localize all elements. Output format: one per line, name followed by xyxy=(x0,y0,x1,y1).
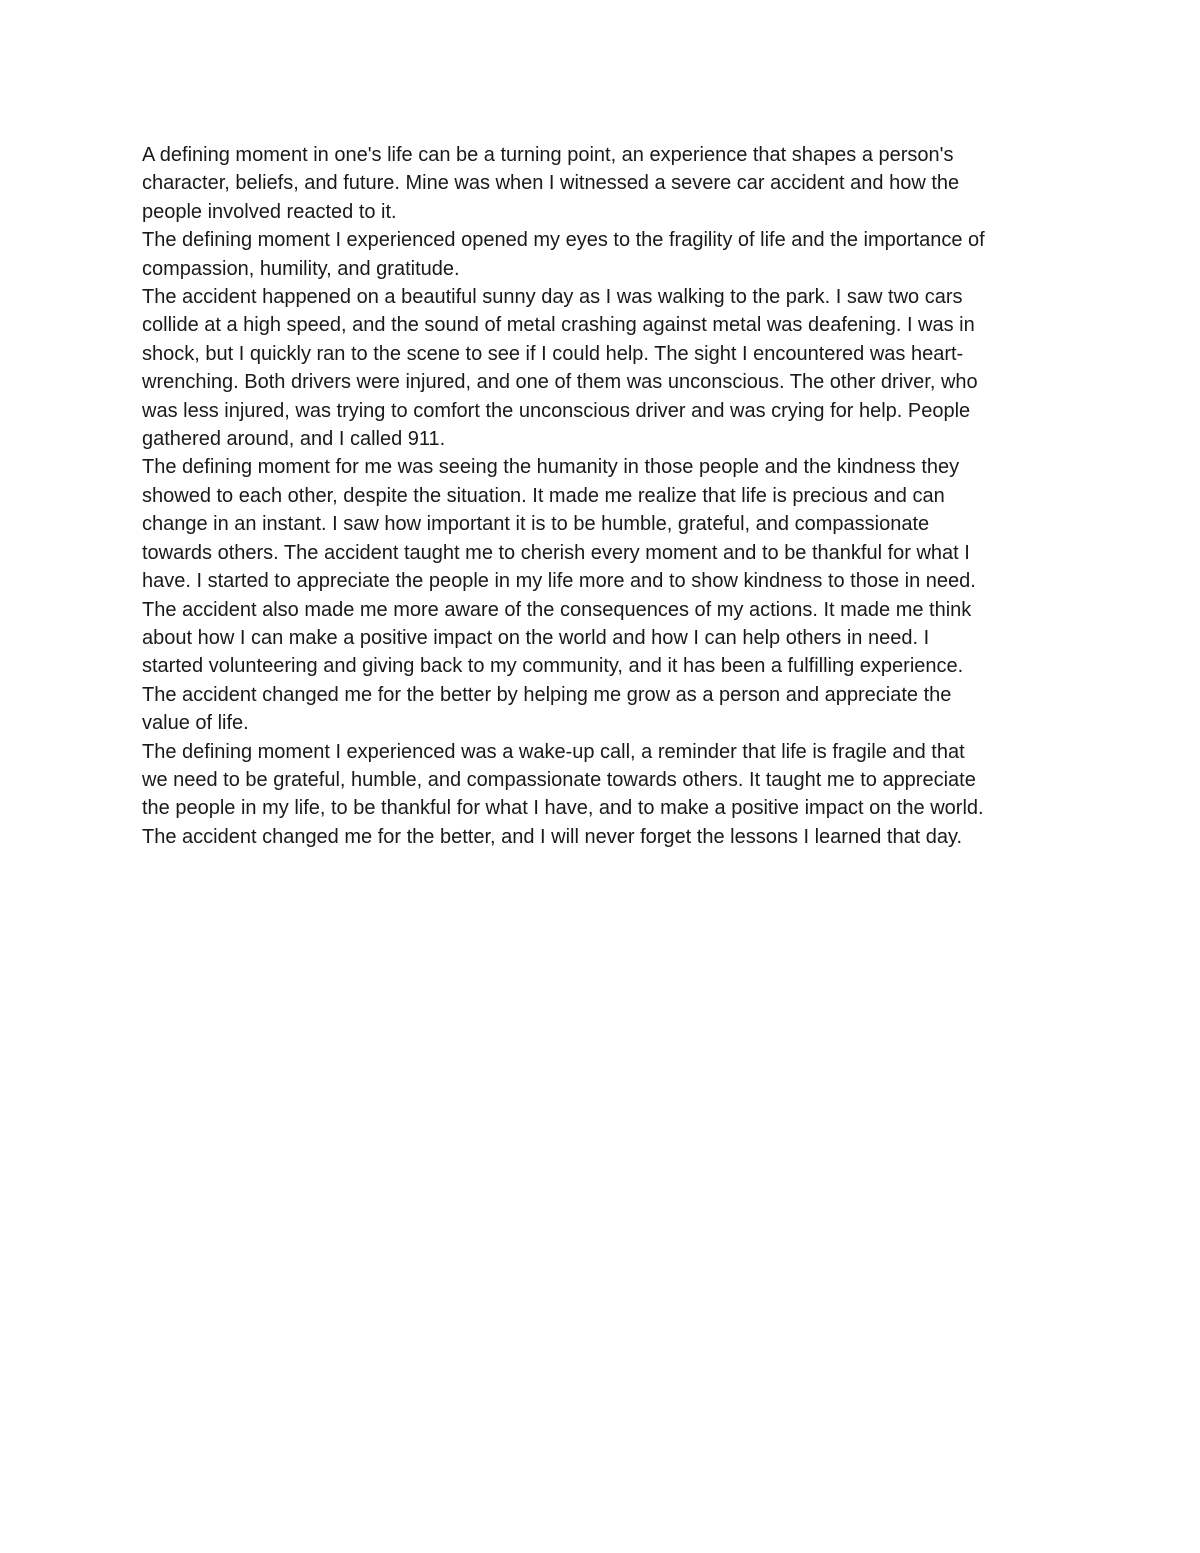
paragraph-1 xyxy=(142,141,1062,226)
text-line: The accident changed me for the better, and I will never forget the lessons I learned that day. xyxy=(142,825,963,848)
text-line: gathered around, and I called 911. xyxy=(142,428,446,451)
text-line: have. I started to appreciate the people in my life more and to show kindness to those in need. xyxy=(142,570,976,593)
paragraph-2 xyxy=(142,226,1062,283)
text-line: about how I can make a positive impact on the world and how I can help others in need. I xyxy=(142,626,930,649)
text-line: showed to each other, despite the situation. It made me realize that life is precious and can xyxy=(142,484,945,507)
paragraph-3 xyxy=(142,283,1062,453)
text-line: towards others. The accident taught me to cherish every moment and to be thankful for what I xyxy=(142,541,970,564)
text-line: The defining moment I experienced opened my eyes to the fragility of life and the importance of xyxy=(142,229,985,252)
paragraph-5 xyxy=(142,596,1062,681)
text-line: the people in my life, to be thankful for what I have, and to make a positive impact on the world. xyxy=(142,797,984,820)
text-line: A defining moment in one's life can be a turning point, an experience that shapes a person's xyxy=(142,144,954,166)
text-line: wrenching. Both drivers were injured, and one of them was unconscious. The other driver, who xyxy=(142,371,978,394)
paragraph-6 xyxy=(142,681,1062,738)
text-line: started volunteering and giving back to my community, and it has been a fulfilling experience. xyxy=(142,655,964,678)
text-line: shock, but I quickly ran to the scene to see if I could help. The sight I encountered was heart- xyxy=(142,342,964,365)
text-line: we need to be grateful, humble, and compassionate towards others. It taught me to appreciate xyxy=(142,768,976,791)
essay-body xyxy=(142,141,1062,851)
text-line: compassion, humility, and gratitude. xyxy=(142,257,460,280)
text-line: The accident changed me for the better by helping me grow as a person and appreciate the xyxy=(142,683,952,706)
paragraph-4 xyxy=(142,453,1062,595)
paragraph-7 xyxy=(142,738,1062,852)
text-line: was less injured, was trying to comfort the unconscious driver and was crying for help. People xyxy=(142,399,971,422)
text-line: collide at a high speed, and the sound of metal crashing against metal was deafening. I was in xyxy=(142,314,975,337)
text-line: value of life. xyxy=(142,712,249,735)
text-line: The defining moment for me was seeing the humanity in those people and the kindness they xyxy=(142,456,960,479)
text-line: character, beliefs, and future. Mine was when I witnessed a severe car accident and how the xyxy=(142,172,960,195)
text-line: The accident also made me more aware of the consequences of my actions. It made me think xyxy=(142,598,972,621)
text-line: people involved reacted to it. xyxy=(142,200,397,223)
text-line: change in an instant. I saw how important it is to be humble, grateful, and compassionate xyxy=(142,513,930,536)
text-line: The accident happened on a beautiful sunny day as I was walking to the park. I saw two cars xyxy=(142,286,963,309)
text-line: The defining moment I experienced was a wake-up call, a reminder that life is fragile and that xyxy=(142,740,965,763)
